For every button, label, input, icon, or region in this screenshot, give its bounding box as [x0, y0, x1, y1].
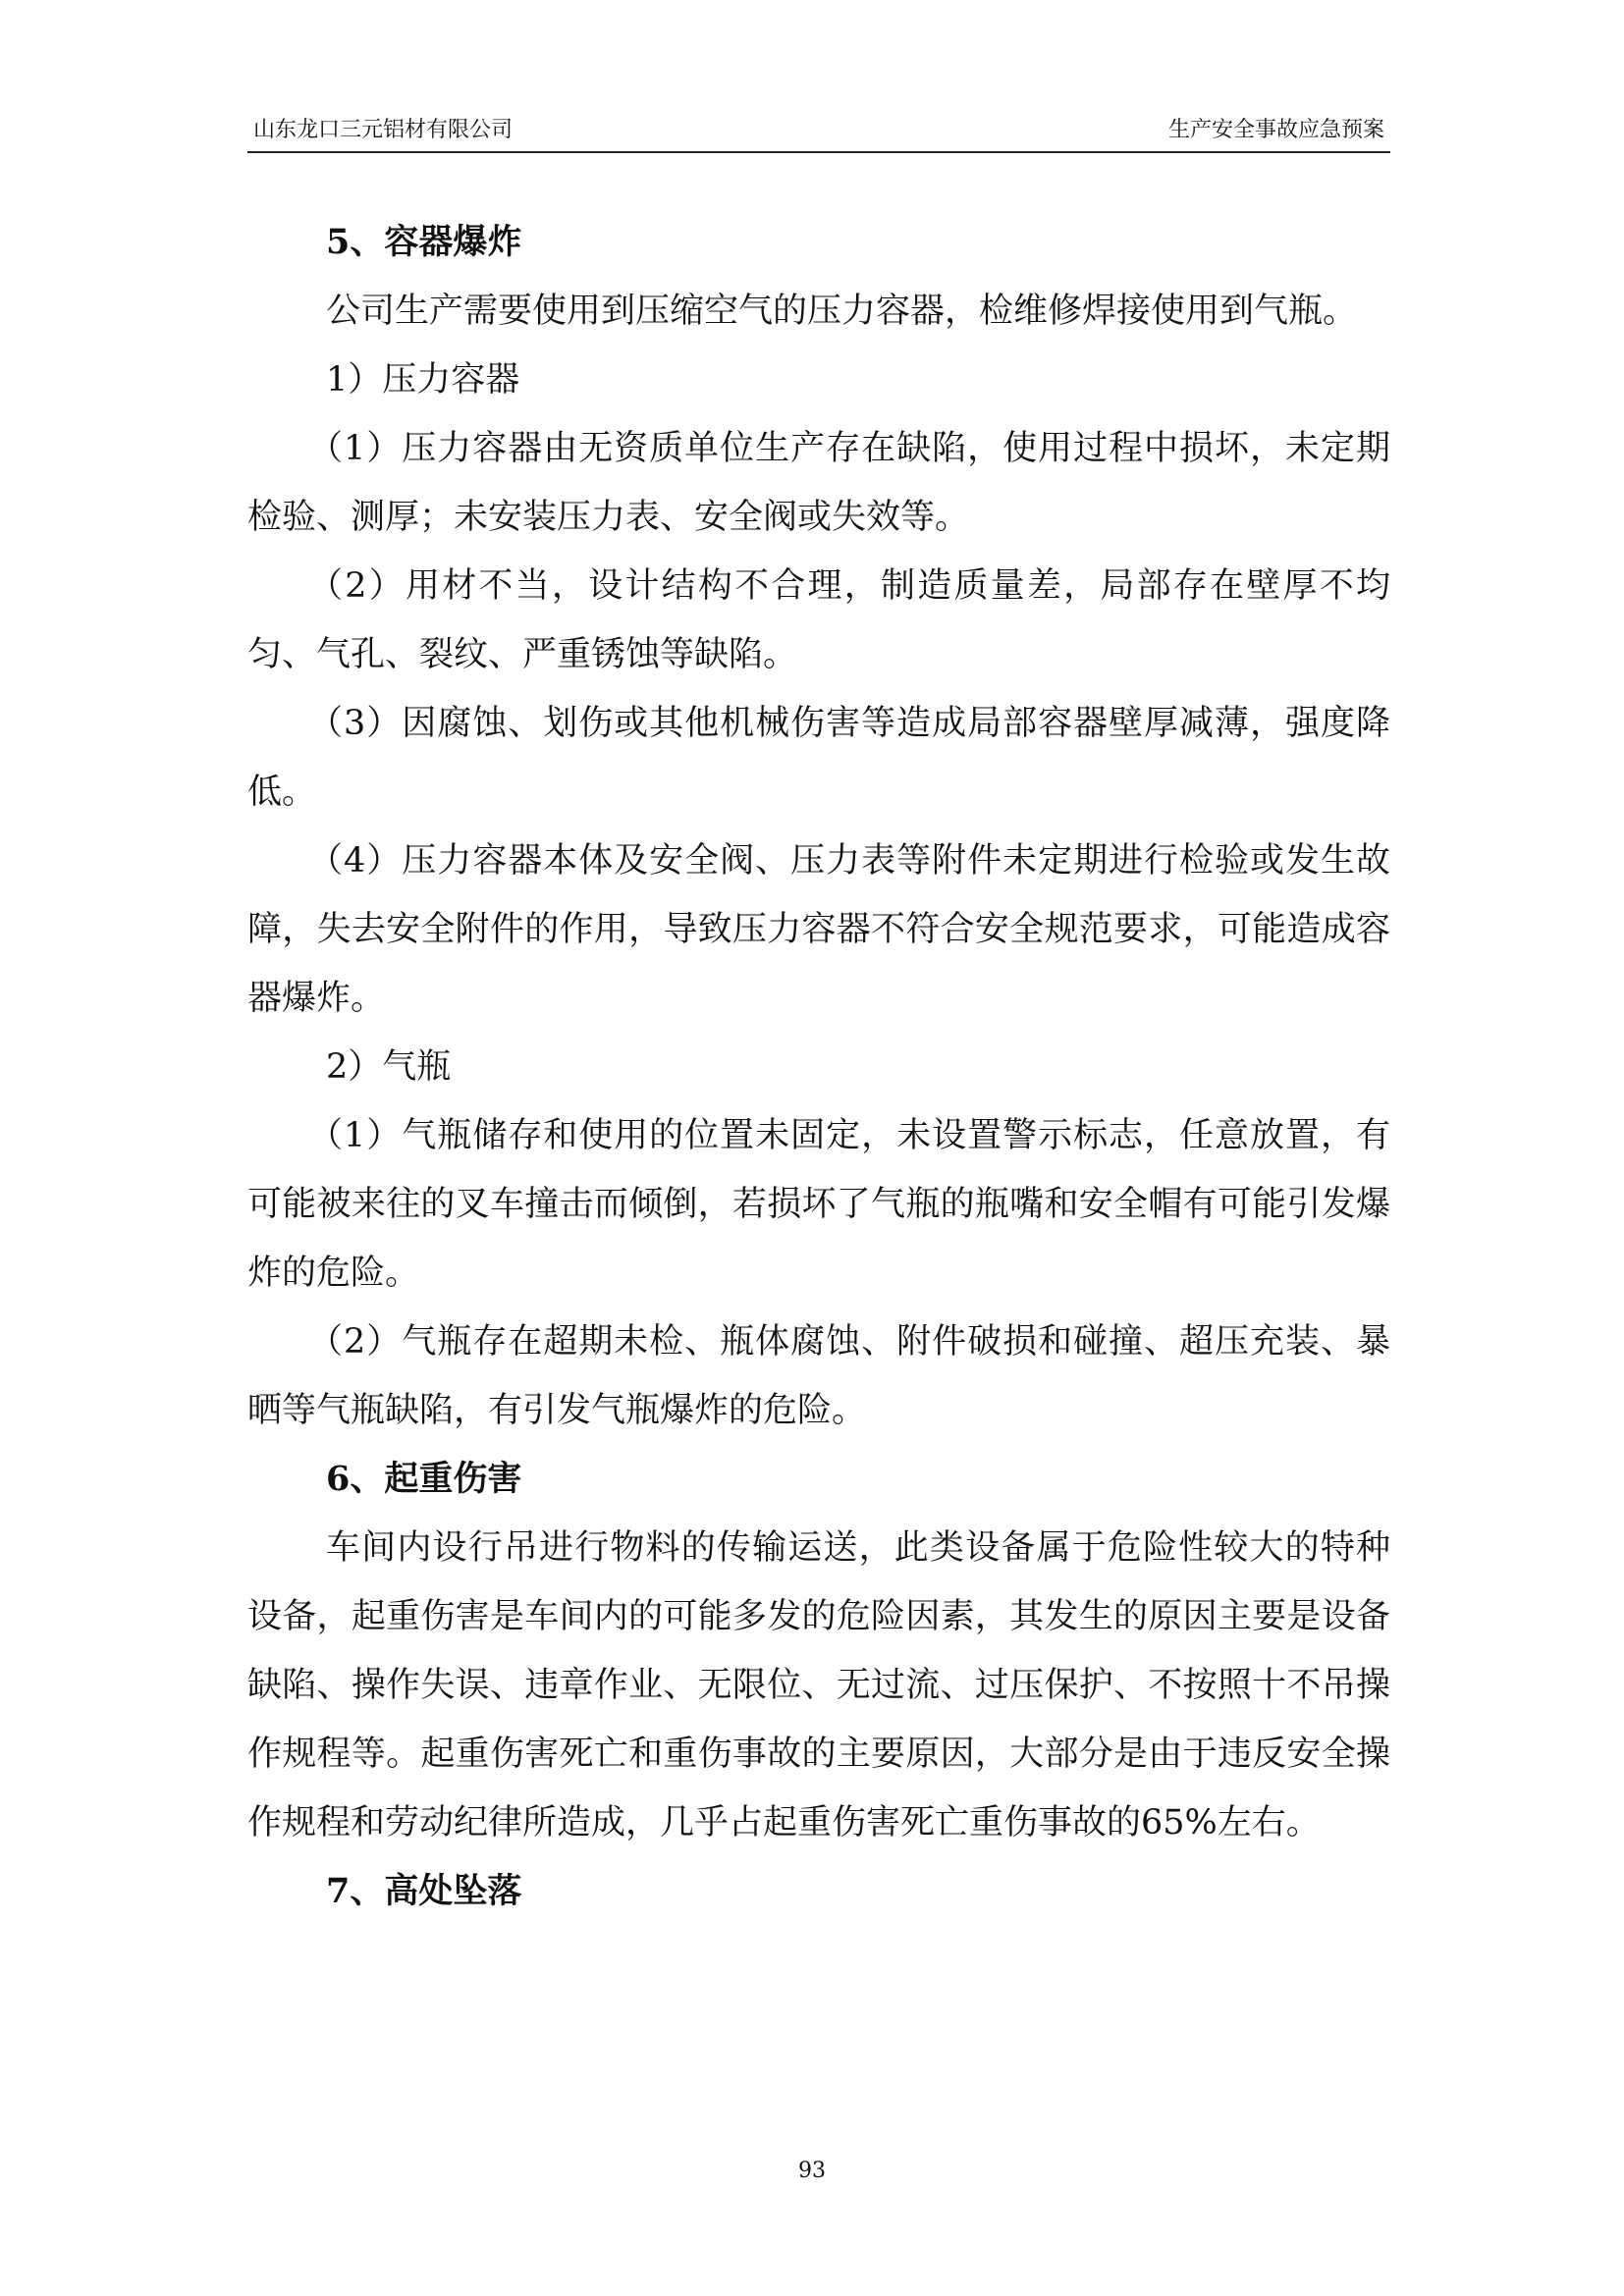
subheading-gas-cylinder: 2）气瓶: [326, 1047, 452, 1087]
list-item-gas-cylinder-1: （1）气瓶储存和使用的位置未固定，未设置警示标志，任意放置，有可能被来往的叉车撞击而倾倒，若损坏了气瓶的瓶嘴和安全帽有可能引发爆炸的危险。: [247, 1116, 1390, 1293]
document-body: [247, 208, 1390, 1926]
list-item-pressure-vessel-2: （2）用材不当，设计结构不合理，制造质量差，局部存在壁厚不均匀、气孔、裂纹、严重锈蚀等缺陷。: [247, 566, 1390, 674]
paragraph-lifting-injury: 车间内设行吊进行物料的传输运送，此类设备属于危险性较大的特种设备，起重伤害是车间内的可能多发的危险因素，其发生的原因主要是设备缺陷、操作失误、违章作业、无限位、无过流、过压保护、不按照十不吊操作规程等。起重伤害死亡和重伤事故的主要原因，大部分是由于违反安全操作规程和劳动纪律所造成，几乎占起重伤害死亡重伤事故的65%左右。: [247, 1528, 1390, 1842]
list-item-pressure-vessel-3: （3）因腐蚀、划伤或其他机械伤害等造成局部容器壁厚减薄，强度降低。: [247, 704, 1390, 812]
section-heading-lifting-injury: 6、起重伤害: [326, 1459, 522, 1499]
subheading-pressure-vessel: 1）压力容器: [326, 360, 520, 400]
list-item-pressure-vessel-1: （1）压力容器由无资质单位生产存在缺陷，使用过程中损坏，未定期检验、测厚；未安装压力表、安全阀或失效等。: [247, 429, 1390, 537]
paragraph-container-intro: 公司生产需要使用到压缩空气的压力容器，检维修焊接使用到气瓶。: [326, 292, 1358, 331]
page-header: [247, 116, 1390, 153]
section-heading-fall-from-height: 7、高处坠落: [326, 1871, 522, 1911]
list-item-pressure-vessel-4: （4）压力容器本体及安全阀、压力表等附件未定期进行检验或发生故障，失去安全附件的作用，导致压力容器不符合安全规范要求，可能造成容器爆炸。: [247, 841, 1390, 1018]
section-heading-container-explosion: 5、容器爆炸: [326, 222, 522, 262]
header-document-title: 生产安全事故应急预案: [1167, 118, 1384, 142]
page-number: 93: [798, 2159, 826, 2183]
list-item-gas-cylinder-2: （2）气瓶存在超期未检、瓶体腐蚀、附件破损和碰撞、超压充装、暴晒等气瓶缺陷，有引发气瓶爆炸的危险。: [247, 1322, 1390, 1430]
header-company-name: 山东龙口三元铝材有限公司: [253, 118, 514, 142]
